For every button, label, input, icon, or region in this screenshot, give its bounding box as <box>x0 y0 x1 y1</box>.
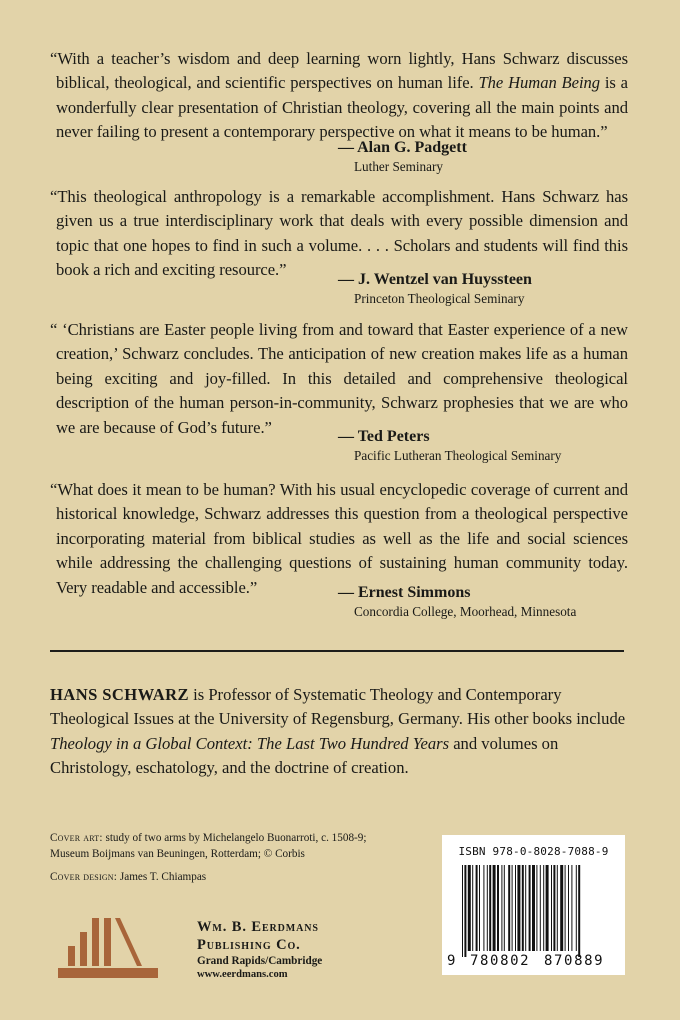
cover-design-label: Cover design: <box>50 870 118 883</box>
endorser-affiliation: Concordia College, Moorhead, Minnesota <box>354 604 577 619</box>
barcode-bar <box>512 865 513 951</box>
endorsement-1-text-a: “With a teacher’s wisdom and deep learning worn lightly, Hans Schwarz discusses biblical, theological, and scientific perspectives on human life. <box>50 49 628 93</box>
endorsement-attribution-4 <box>338 583 576 621</box>
endorsement-quote-4 <box>50 478 628 600</box>
endorser-name: — Ted Peters <box>338 428 430 445</box>
endorsement-4-text: “What does it mean to be human? With his usual encyclopedic coverage of current and historical knowledge, Schwarz addresses this question from a theological perspective incorporating material from biblical studies as well as the life and social sciences while addressing the challenging questions of sustaining human community today. Very readable and accessible.” <box>50 480 628 597</box>
endorsement-1-text-b: is a wonderfully clear presentation of Christian theology, covering all the main points and never failing to present a contemporary perspective on what it means to be human.” <box>56 73 628 142</box>
endorsement-attribution-2 <box>338 270 532 308</box>
publisher-name-1: Wm. B. Eerdmans <box>197 919 319 935</box>
barcode-bar <box>479 865 480 951</box>
barcode-bar <box>529 865 531 951</box>
barcode-bar <box>497 865 499 951</box>
bio-book-title: Theology in a Global Context: The Last Two Hundred Years <box>50 733 450 753</box>
author-bio <box>50 683 628 781</box>
endorsement-attribution-3 <box>338 427 561 465</box>
barcode-bar <box>565 865 566 951</box>
cover-art-credit <box>50 830 390 846</box>
bio-text-b: and volumes on Christology, eschatology, and the doctrine of creation. <box>50 733 559 778</box>
publisher-info <box>197 918 397 981</box>
endorsement-2-text: “This theological anthropology is a remarkable accomplishment. Hans Schwarz has given us a true interdisciplinary work that deals with every possible dimension and topic that one hopes to find in such a volume. . . . Scholars and students will find this book a rich and exciting resource.” <box>50 187 628 280</box>
endorser-affiliation: Luther Seminary <box>354 159 443 174</box>
bio-text-a: is Professor of Systematic Theology and Contemporary Theological Issues at the University of Regensburg, Germany. His other books include <box>50 685 626 729</box>
endorsement-attribution-1 <box>338 138 467 176</box>
endorser-name: — Alan G. Padgett <box>338 139 467 156</box>
barcode-bar <box>578 865 580 957</box>
barcode-bar <box>560 865 563 951</box>
barcode-bar <box>468 865 471 951</box>
publisher-name-2: Publishing Co. <box>197 937 301 953</box>
barcode-bar <box>568 865 569 951</box>
barcode-right-group: 870889 <box>544 953 605 969</box>
endorsement-quote-1 <box>50 47 628 145</box>
barcode-bar <box>472 865 473 951</box>
barcode-digits <box>442 953 625 973</box>
barcode-bar <box>462 865 463 957</box>
barcode-bar <box>557 865 558 951</box>
barcode-bar <box>487 865 488 951</box>
publisher-logo-icon <box>58 912 158 978</box>
endorsement-quote-2 <box>50 185 628 283</box>
logo-shape <box>58 918 158 978</box>
barcode-bar <box>504 865 505 951</box>
isbn-barcode <box>442 835 625 975</box>
cover-art-text-2: Museum Boijmans van Beuningen, Rotterdam; © Corbis <box>50 848 305 861</box>
section-divider <box>50 650 624 652</box>
cover-credits <box>50 830 390 885</box>
barcode-bar <box>551 865 552 951</box>
barcode-bar <box>464 865 466 957</box>
endorser-affiliation: Pacific Lutheran Theological Seminary <box>354 448 562 463</box>
endorsement-3-text: “ ‘Christians are Easter people living from and toward that Easter experience of a new creation,’ Schwarz concludes. The anticipation of new creation makes life as a human being exciting and joy-filled. In this detailed and comprehensive theological description of the human person-in-community, Schwarz prophesies that we are who we are because of God’s future.” <box>50 320 628 437</box>
barcode-bar <box>483 865 484 951</box>
barcode-bar <box>576 865 577 951</box>
barcode-bar <box>536 865 537 951</box>
cover-design-credit <box>50 869 390 885</box>
barcode-bar <box>546 865 549 951</box>
publisher-website: www.eerdmans.com <box>197 969 288 980</box>
barcode-bar <box>543 865 544 951</box>
barcode-bar <box>476 865 478 951</box>
cover-art-text: study of two arms by Michelangelo Buonarroti, c. 1508-9; <box>102 832 367 844</box>
barcode-bar <box>517 865 520 951</box>
barcode-left-group: 780802 <box>470 953 531 969</box>
barcode-first-digit: 9 <box>447 953 456 969</box>
endorsement-quote-3 <box>50 318 628 440</box>
barcode-bar <box>571 865 572 951</box>
cover-design-text: James T. Chiampas <box>117 870 207 883</box>
barcode-bar <box>532 865 535 951</box>
barcode-bar <box>515 865 516 951</box>
publisher-city: Grand Rapids/Cambridge <box>197 955 323 967</box>
cover-art-label: Cover art: <box>50 832 103 844</box>
barcode-bar <box>525 865 526 951</box>
barcode-bar <box>508 865 510 951</box>
isbn-label: ISBN 978-0-8028-7088-9 <box>458 845 609 858</box>
endorser-name: — J. Wentzel van Huyssteen <box>338 271 532 288</box>
book-title-italic: The Human Being <box>478 73 601 93</box>
barcode-bar <box>493 865 496 951</box>
endorser-name: — Ernest Simmons <box>338 584 471 601</box>
author-name: HANS SCHWARZ <box>50 685 189 704</box>
barcode-bar <box>489 865 491 951</box>
barcode-bar <box>553 865 555 951</box>
endorser-affiliation: Princeton Theological Seminary <box>354 291 525 306</box>
barcode-bar <box>540 865 541 951</box>
barcode-bar <box>522 865 524 951</box>
barcode-bar <box>501 865 502 951</box>
